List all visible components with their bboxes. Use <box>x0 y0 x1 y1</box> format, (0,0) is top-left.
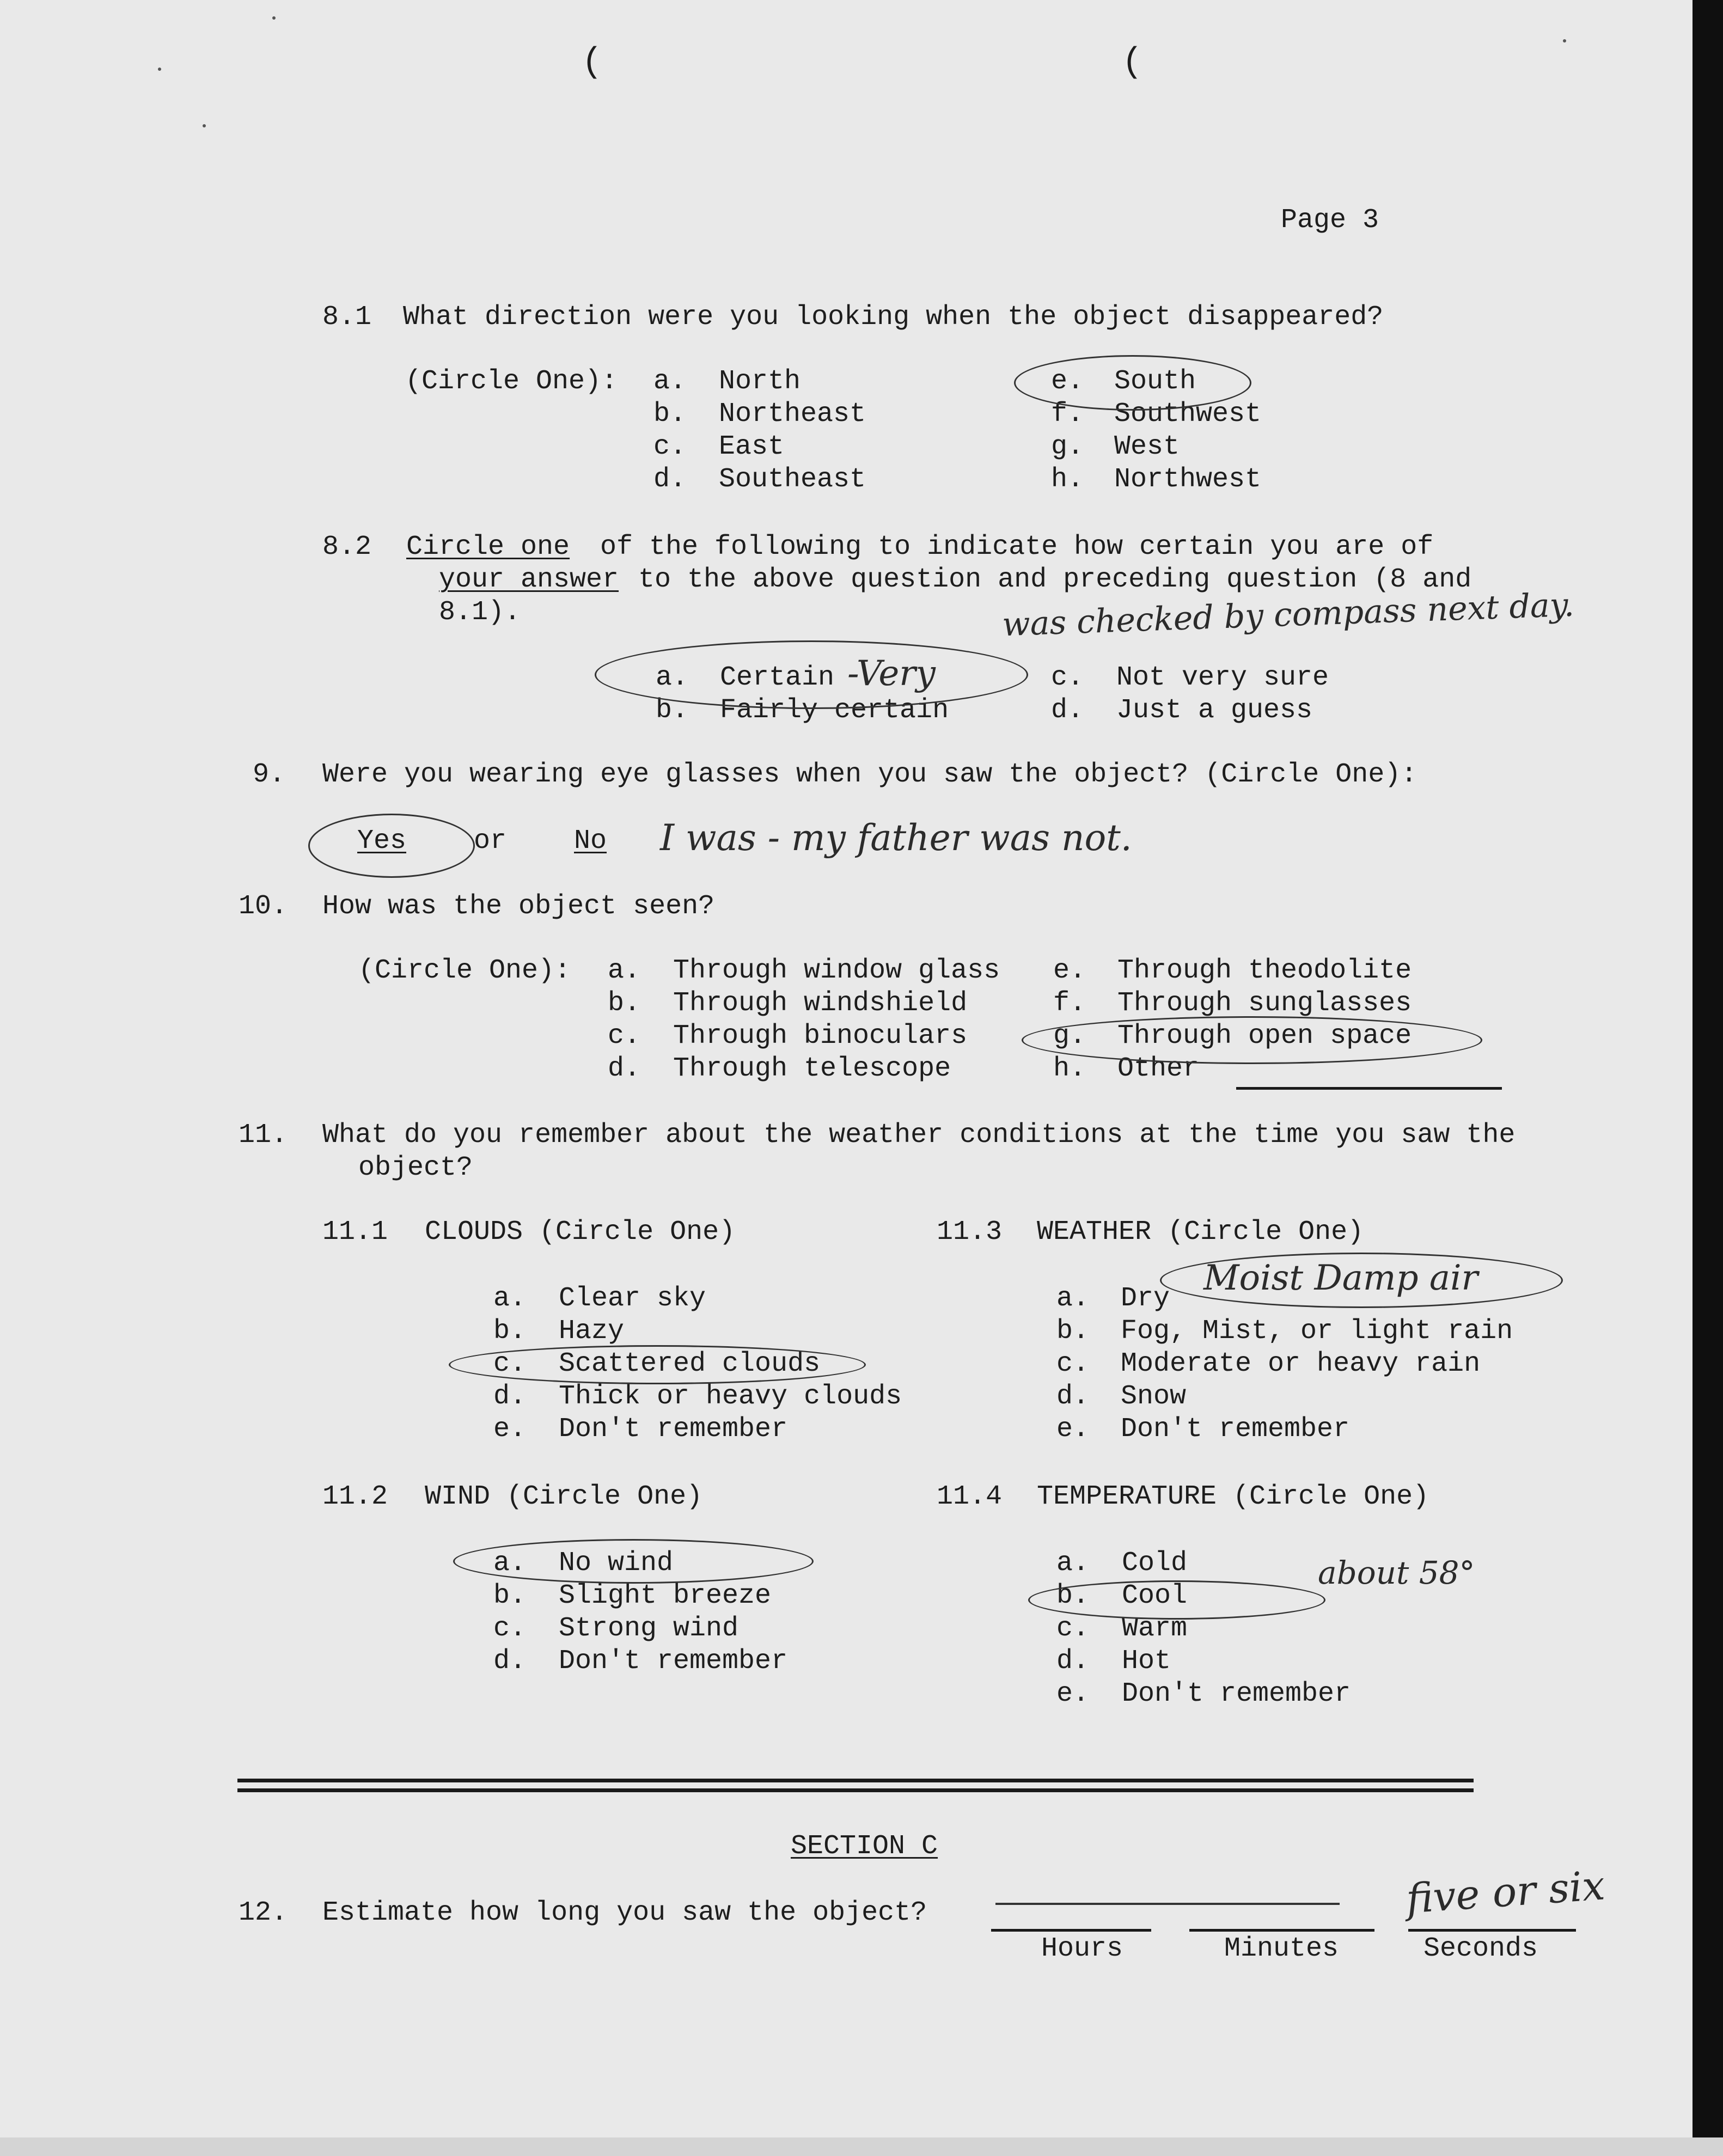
option-sunglasses[interactable]: Through sunglasses <box>1117 988 1412 1019</box>
section-c-heading: SECTION C <box>791 1831 938 1862</box>
option-letter: f. <box>1051 399 1084 430</box>
option-clouds-dont-remember[interactable]: Don't remember <box>559 1414 788 1445</box>
hand-drawn-circle-scattered-clouds <box>449 1345 866 1384</box>
page-number: Page 3 <box>1281 205 1379 236</box>
option-letter: c. <box>1056 1613 1090 1644</box>
option-window-glass[interactable]: Through window glass <box>673 955 1000 986</box>
option-thick-clouds[interactable]: Thick or heavy clouds <box>559 1381 902 1412</box>
option-letter: a. <box>493 1548 527 1579</box>
option-strong-wind[interactable]: Strong wind <box>559 1613 739 1644</box>
temperature-title: TEMPERATURE (Circle One) <box>1037 1481 1429 1512</box>
option-letter: e. <box>1056 1678 1090 1709</box>
hand-drawn-circle-no-wind <box>453 1539 814 1584</box>
section-divider-top <box>237 1779 1474 1782</box>
option-clear-sky[interactable]: Clear sky <box>559 1283 706 1314</box>
handwritten-moist-damp-air: Moist Damp air <box>1203 1258 1478 1298</box>
option-letter: c. <box>608 1021 641 1052</box>
option-letter: c. <box>493 1613 527 1644</box>
option-south[interactable]: South <box>1114 366 1196 397</box>
option-letter: d. <box>608 1053 641 1084</box>
option-letter: e. <box>1056 1414 1090 1445</box>
option-cool[interactable]: Cool <box>1122 1580 1188 1611</box>
question-8-2-text-line2: to the above question and preceding question (8 and <box>638 564 1472 595</box>
option-letter: c. <box>653 431 687 462</box>
option-letter: f. <box>1053 988 1086 1019</box>
question-12-number: 12. <box>239 1897 288 1928</box>
option-letter: b. <box>493 1580 527 1611</box>
hand-drawn-circle-south-southwest <box>1014 355 1251 411</box>
scan-speck <box>203 124 206 127</box>
option-west[interactable]: West <box>1114 431 1180 462</box>
option-letter: g. <box>1053 1021 1086 1052</box>
option-letter: b. <box>653 399 687 430</box>
hand-drawn-circle-moist-air <box>1160 1253 1563 1308</box>
option-letter: c. <box>493 1348 527 1379</box>
hours-blank-line[interactable] <box>991 1929 1151 1932</box>
hand-drawn-circle-cool <box>1028 1580 1325 1620</box>
handwritten-compass-note: was checked by compass next day. <box>1001 585 1575 644</box>
option-warm[interactable]: Warm <box>1122 1613 1188 1644</box>
punch-mark-left: ( <box>582 43 603 82</box>
handwritten-very: -Very <box>847 653 936 694</box>
minutes-label: Minutes <box>1224 1933 1339 1964</box>
other-blank-line <box>1236 1087 1502 1090</box>
option-hazy[interactable]: Hazy <box>559 1316 625 1347</box>
question-8-2-number: 8.2 <box>322 532 372 563</box>
option-no-wind[interactable]: No wind <box>559 1548 674 1579</box>
option-letter: h. <box>1051 464 1084 495</box>
option-letter: d. <box>1056 1646 1090 1677</box>
question-10-text: How was the object seen? <box>322 891 715 922</box>
option-letter: b. <box>608 988 641 1019</box>
option-letter: d. <box>493 1646 527 1677</box>
option-cold[interactable]: Cold <box>1122 1548 1188 1579</box>
minutes-blank-line[interactable] <box>1189 1929 1374 1932</box>
option-wind-dont-remember[interactable]: Don't remember <box>559 1646 788 1677</box>
option-not-very-sure[interactable]: Not very sure <box>1116 662 1329 693</box>
question-9-number: 9. <box>253 759 286 790</box>
weather-number: 11.3 <box>937 1217 1003 1248</box>
option-letter: b. <box>656 695 689 726</box>
option-slight-breeze[interactable]: Slight breeze <box>559 1580 772 1611</box>
option-letter: d. <box>653 464 687 495</box>
option-east[interactable]: East <box>719 431 785 462</box>
option-northeast[interactable]: Northeast <box>719 399 866 430</box>
option-southwest[interactable]: Southwest <box>1114 399 1262 430</box>
scan-speck <box>1563 39 1566 42</box>
option-letter: a. <box>1056 1283 1090 1314</box>
handwritten-five-or-six: five or six <box>1404 1862 1606 1923</box>
question-8-1-number: 8.1 <box>322 302 372 333</box>
wind-title: WIND (Circle One) <box>425 1481 703 1512</box>
option-snow[interactable]: Snow <box>1121 1381 1187 1412</box>
option-letter: a. <box>1056 1548 1090 1579</box>
option-northwest[interactable]: Northwest <box>1114 464 1262 495</box>
faint-pencil-line <box>995 1903 1340 1905</box>
option-yes[interactable]: Yes <box>357 826 407 857</box>
question-9-text: Were you wearing eye glasses when you saw the object? (Circle One): <box>322 759 1417 790</box>
option-fog-mist[interactable]: Fog, Mist, or light rain <box>1121 1316 1513 1347</box>
option-letter: d. <box>1051 695 1084 726</box>
option-southeast[interactable]: Southeast <box>719 464 866 495</box>
option-letter: e. <box>493 1414 527 1445</box>
question-8-1-text: What direction were you looking when the object disappeared? <box>403 302 1384 333</box>
seconds-label: Seconds <box>1423 1933 1538 1964</box>
option-windshield[interactable]: Through windshield <box>673 988 968 1019</box>
option-theodolite[interactable]: Through theodolite <box>1117 955 1412 986</box>
option-heavy-rain[interactable]: Moderate or heavy rain <box>1121 1348 1481 1379</box>
scan-bottom-edge <box>0 2137 1723 2156</box>
wind-number: 11.2 <box>322 1481 388 1512</box>
scan-edge <box>1693 0 1723 2156</box>
hand-drawn-circle-open-space <box>1022 1016 1482 1064</box>
weather-title: WEATHER (Circle One) <box>1037 1217 1364 1248</box>
option-letter: a. <box>493 1283 527 1314</box>
option-letter: b. <box>1056 1316 1090 1347</box>
question-8-2-circle-one: Circle one <box>406 532 570 563</box>
or-text: or <box>474 826 507 857</box>
option-letter: h. <box>1053 1053 1086 1084</box>
question-11-text-line1: What do you remember about the weather conditions at the time you saw the <box>322 1120 1516 1151</box>
temperature-number: 11.4 <box>937 1481 1003 1512</box>
hours-label: Hours <box>1041 1933 1123 1964</box>
circle-one-label: (Circle One): <box>358 955 571 986</box>
option-letter: d. <box>493 1381 527 1412</box>
question-12-text: Estimate how long you saw the object? <box>322 1897 927 1928</box>
option-letter: c. <box>1051 662 1084 693</box>
clouds-number: 11.1 <box>322 1217 388 1248</box>
option-telescope[interactable]: Through telescope <box>673 1053 951 1084</box>
option-no[interactable]: No <box>574 826 607 857</box>
option-letter: d. <box>1056 1381 1090 1412</box>
option-letter: e. <box>1051 366 1084 397</box>
option-letter: e. <box>1053 955 1086 986</box>
question-8-2-text-line1: of the following to indicate how certain you are of <box>600 532 1434 563</box>
question-8-2-your-answer: your answer <box>439 564 619 595</box>
section-divider-bottom <box>237 1788 1474 1792</box>
handwritten-glasses-note: I was - my father was not. <box>660 817 1132 859</box>
question-8-2-text-line3: 8.1). <box>439 597 521 628</box>
option-fairly-certain[interactable]: Fairly certain <box>720 695 949 726</box>
option-certain[interactable]: Certain <box>720 662 835 693</box>
option-letter: g. <box>1051 431 1084 462</box>
option-open-space[interactable]: Through open space <box>1117 1021 1412 1052</box>
question-11-number: 11. <box>239 1120 288 1151</box>
option-letter: b. <box>1056 1580 1090 1611</box>
question-11-text-line2: object? <box>358 1152 473 1183</box>
option-weather-dont-remember[interactable]: Don't remember <box>1121 1414 1350 1445</box>
option-just-a-guess[interactable]: Just a guess <box>1116 695 1313 726</box>
option-binoculars[interactable]: Through binoculars <box>673 1021 968 1052</box>
option-north[interactable]: North <box>719 366 801 397</box>
option-dry[interactable]: Dry <box>1121 1283 1170 1314</box>
option-letter: b. <box>493 1316 527 1347</box>
circle-one-label: (Circle One): <box>405 366 618 397</box>
seconds-blank-line[interactable] <box>1408 1929 1576 1932</box>
hand-drawn-circle-certain <box>595 640 1028 709</box>
option-letter: a. <box>653 366 687 397</box>
clouds-title: CLOUDS (Circle One) <box>425 1217 736 1248</box>
scan-speck <box>272 16 276 20</box>
option-scattered-clouds[interactable]: Scattered clouds <box>559 1348 821 1379</box>
scan-speck <box>158 68 161 71</box>
option-temperature-dont-remember[interactable]: Don't remember <box>1122 1678 1351 1709</box>
option-letter: a. <box>656 662 689 693</box>
option-other[interactable]: Other <box>1117 1053 1200 1084</box>
handwritten-about-58: about 58° <box>1318 1554 1475 1591</box>
question-10-number: 10. <box>239 891 288 922</box>
option-hot[interactable]: Hot <box>1122 1646 1171 1677</box>
hand-drawn-circle-yes <box>308 814 475 878</box>
option-letter: a. <box>608 955 641 986</box>
punch-mark-right: ( <box>1122 43 1143 82</box>
option-letter: c. <box>1056 1348 1090 1379</box>
